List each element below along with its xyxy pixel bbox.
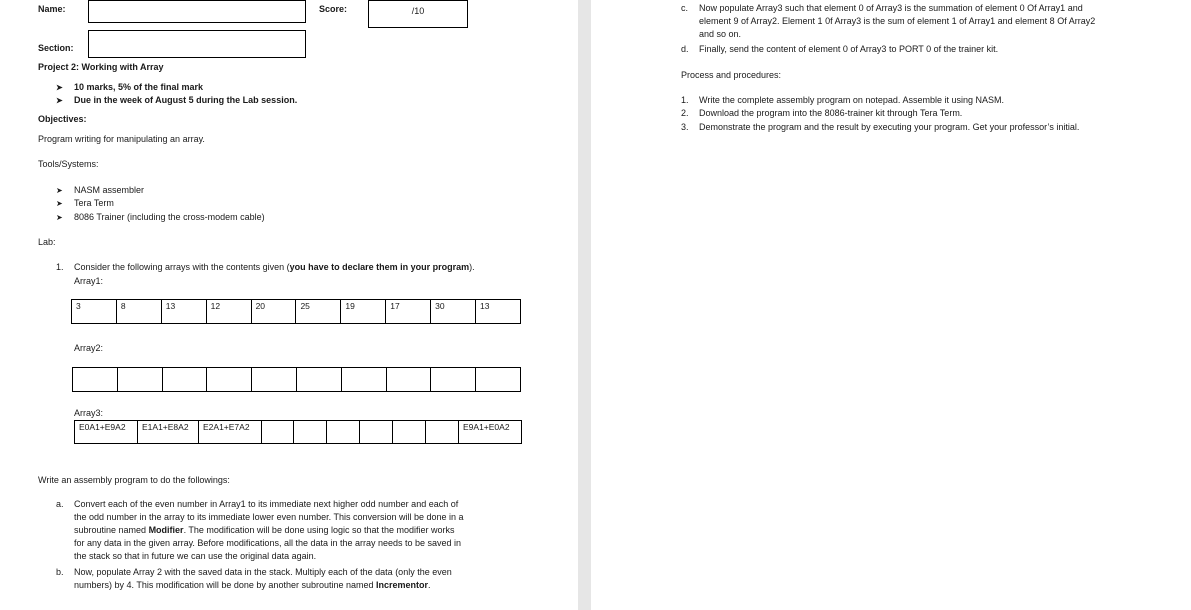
array1-label: Array1:	[74, 276, 104, 286]
procedure-item: 1. Write the complete assembly program on notepad. Assemble it using NASM.	[681, 95, 1004, 105]
array3-label: Array3:	[74, 408, 104, 418]
project-title: Project 2: Working with Array	[38, 62, 164, 72]
score-field[interactable]	[368, 0, 468, 28]
section-label: Section:	[38, 43, 74, 53]
score-value: /10	[411, 6, 425, 16]
arrow-bullet-icon: ➤	[56, 213, 63, 222]
document-page-left	[0, 0, 578, 610]
arrow-bullet-icon: ➤	[56, 186, 63, 195]
array3-table	[74, 420, 522, 444]
task-d-letter: d.	[681, 44, 689, 54]
array-cell	[426, 421, 459, 444]
task-a-text: Convert each of the even number in Array1 to its immediate next higher odd number and each of the odd number in the array to its immediate lower even number. This conversion will be done in a subroutine named Modifier. The modification will be done using logic so that the modifier works for any data in the given array. Before modifications, all the data in the array needs to be saved in the stack so that in future we can use the original data again.	[74, 499, 464, 561]
due-bullet: ➤ Due in the week of August 5 during the Lab session.	[56, 95, 298, 105]
array-cell	[73, 368, 118, 392]
array-cell: E1A1+E8A2	[138, 421, 199, 444]
arrow-bullet-icon: ➤	[56, 199, 63, 208]
write-intro: Write an assembly program to do the followings:	[38, 475, 230, 485]
array-cell: 12	[206, 300, 251, 324]
array-cell	[294, 421, 327, 444]
name-field[interactable]	[88, 0, 306, 23]
array-cell: 3	[72, 300, 117, 324]
lab-heading: Lab:	[38, 237, 56, 247]
array-cell	[162, 368, 207, 392]
array1-table	[71, 299, 521, 324]
section-field[interactable]	[88, 30, 306, 58]
task-c-letter: c.	[681, 3, 689, 13]
array-cell	[476, 368, 521, 392]
tools-heading: Tools/Systems:	[38, 159, 99, 169]
task-a-letter: a.	[56, 499, 64, 509]
array-cell	[207, 368, 252, 392]
array-cell: 8	[116, 300, 161, 324]
array-cell	[117, 368, 162, 392]
tool-item: ➤ NASM assembler	[56, 185, 145, 195]
array-cell: 17	[386, 300, 431, 324]
procedure-item: 2. Download the program into the 8086-trainer kit through Tera Term.	[681, 108, 963, 118]
array-cell: 30	[431, 300, 476, 324]
task-b-text: Now, populate Array 2 with the saved data in the stack. Multiply each of the data (only the even numbers) by 4. This modification will be done by another subroutine named Incrementor.	[74, 567, 452, 590]
array-cell: 20	[251, 300, 296, 324]
array-cell	[262, 421, 294, 444]
array-cell: 13	[161, 300, 206, 324]
array2-row	[73, 368, 521, 392]
objectives-heading: Objectives:	[38, 114, 87, 124]
array-cell: E2A1+E7A2	[199, 421, 262, 444]
array-cell	[252, 368, 297, 392]
tool-item: ➤ Tera Term	[56, 198, 114, 208]
name-label: Name:	[38, 4, 66, 14]
arrow-bullet-icon: ➤	[56, 96, 63, 105]
array-cell: 19	[341, 300, 386, 324]
array-cell	[360, 421, 393, 444]
array-cell	[327, 421, 360, 444]
objectives-text: Program writing for manipulating an array.	[38, 134, 205, 144]
process-heading: Process and procedures:	[681, 70, 782, 80]
array-cell: 13	[476, 300, 521, 324]
array1-row	[72, 300, 521, 324]
procedure-item: 3. Demonstrate the program and the result by executing your program. Get your professor’s initial.	[681, 122, 1080, 132]
array3-row	[75, 421, 522, 444]
array-cell	[386, 368, 431, 392]
array-cell	[431, 368, 476, 392]
array-cell	[393, 421, 426, 444]
page-separator	[578, 0, 591, 610]
array-cell	[296, 368, 341, 392]
array2-table	[72, 367, 521, 392]
task-c-text: Now populate Array3 such that element 0 of Array3 is the summation of element 0 Of Array1 and element 9 of Array2. Element 1 0f Array3 is the sum of element 1 of Array1 and element 8 Of Array2 and so on.	[699, 3, 1096, 39]
tool-item: ➤ 8086 Trainer (including the cross-modem cable)	[56, 212, 265, 222]
array-cell	[341, 368, 386, 392]
task-d-text: Finally, send the content of element 0 of Array3 to PORT 0 of the trainer kit.	[699, 44, 999, 54]
score-label: Score:	[319, 4, 348, 14]
array-cell: 25	[296, 300, 341, 324]
lab-item-1: 1. Consider the following arrays with the contents given (you have to declare them in your program).	[56, 262, 475, 272]
task-b-letter: b.	[56, 567, 64, 577]
marks-bullet: ➤ 10 marks, 5% of the final mark	[56, 82, 204, 92]
document-page-right	[591, 0, 1191, 610]
array-cell: E9A1+E0A2	[459, 421, 522, 444]
arrow-bullet-icon: ➤	[56, 83, 63, 92]
array-cell: E0A1+E9A2	[75, 421, 138, 444]
array2-label: Array2:	[74, 343, 104, 353]
